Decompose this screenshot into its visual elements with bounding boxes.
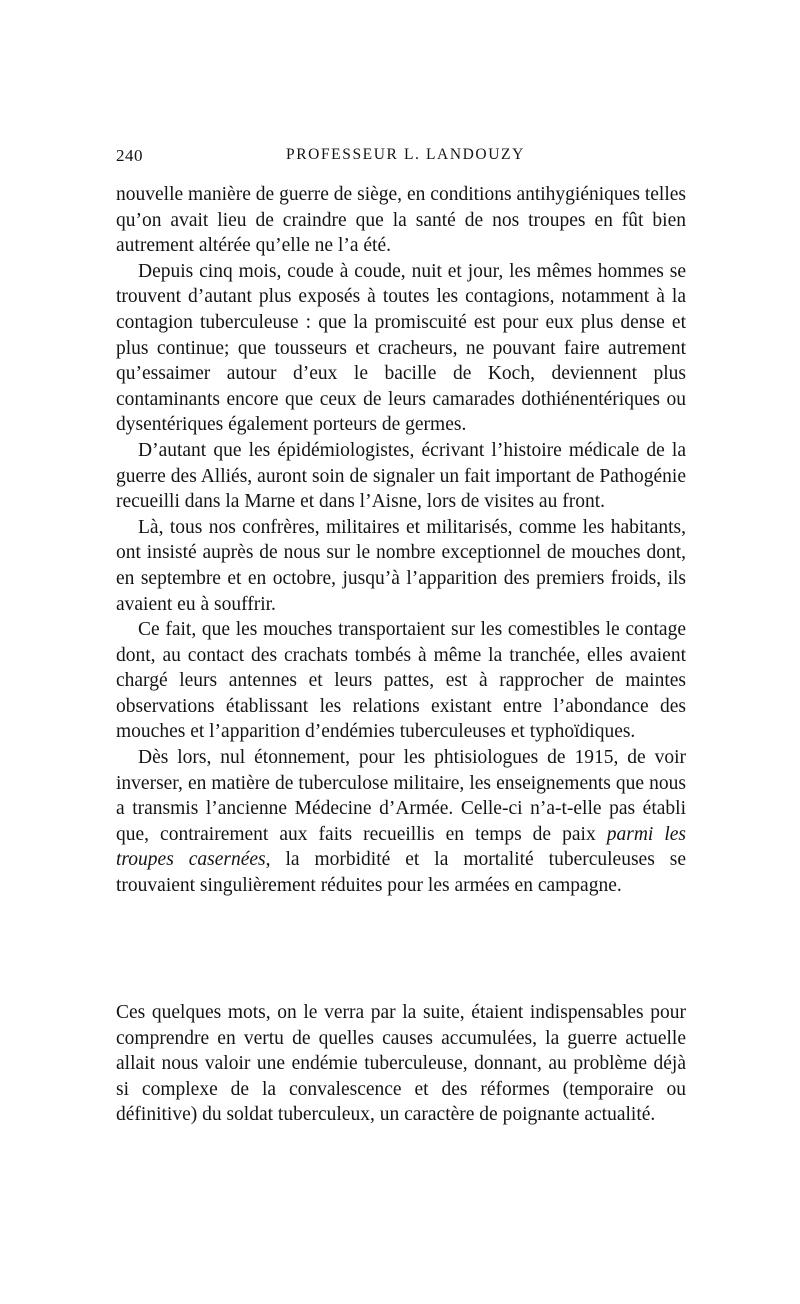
closing-paragraph: Ces quelques mots, on le verra par la suite, étaient indispensables pour comprendre en vertu de quelles causes accumulées, la guerre actuelle allait nous valoir une endémie tuberculeuse, donnant, au problème déjà si complexe de la convalescence et des réformes (temporaire ou définitive) du soldat tuberculeux, un caractère de poignante actualité. (116, 1002, 686, 1126)
closing-section (116, 1000, 686, 1128)
page-number: 240 (116, 146, 143, 165)
running-title: PROFESSEUR L. LANDOUZY (286, 146, 525, 163)
paragraph-1: nouvelle manière de guerre de siège, en conditions antihygiéniques telles qu’on avait lieu de craindre que la santé de nos troupes en fût bien autrement altérée qu’elle ne l’a été. (116, 184, 686, 257)
page-header (116, 146, 686, 170)
paragraph-5: Ce fait, que les mouches transportaient sur les comestibles le contage dont, au contact des crachats tombés à même la tranchée, elles avaient chargé leurs antennes et leurs pattes, est à rapprocher de maintes observations établissant les relations existant entre l’abondance des mouches et l’apparition d’endémies tuberculeuses et typhoïdiques. (116, 619, 686, 743)
paragraph-6-end: , la morbidité et la mortalité tuberculeuses se trouvaient singulièrement réduites pour les armées en campagne. (116, 849, 686, 897)
paragraph-3: D’autant que les épidémiologistes, écrivant l’histoire médicale de la guerre des Alliés, auront soin de signaler un fait important de Pathogénie recueilli dans la Marne et dans l’Aisne, lors de visites au front. (116, 439, 686, 513)
paragraph-4: Là, tous nos confrères, militaires et militarisés, comme les habitants, ont insisté auprès de nous sur le nombre exceptionnel de mouches dont, en septembre et en octobre, jusqu’à l’apparition des premiers froids, ils avaient eu à souffrir. (116, 516, 686, 615)
paragraph-6-start: Dès lors, nul étonnement, pour les phtisiologues de 1915, de voir inverser, en matière de tuberculose militaire, les enseignements que nous a transmis l’ancienne Médecine d’Armée. Celle-ci n’a-t-elle pas établi que, contrairement aux faits recueillis en temps de paix (116, 747, 686, 845)
italic-phrase: parmi les troupes casernées (116, 823, 687, 871)
paragraph-2: Depuis cinq mois, coude à coude, nuit et jour, les mêmes hommes se trouvent d’autant plus exposés à toutes les contagions, notamment à la contagion tuberculeuse : que la promiscuité est pour eux plus dense et plus continue; que tousseurs et cracheurs, ne pouvant faire autrement qu’essaimer autour d’eux le bacille de Koch, deviennent plus contaminants encore que ceux de leurs camarades dothiénentériques ou dysentériques également porteurs de germes. (116, 260, 686, 436)
paragraph-6 (116, 745, 686, 899)
body-text (116, 182, 686, 899)
